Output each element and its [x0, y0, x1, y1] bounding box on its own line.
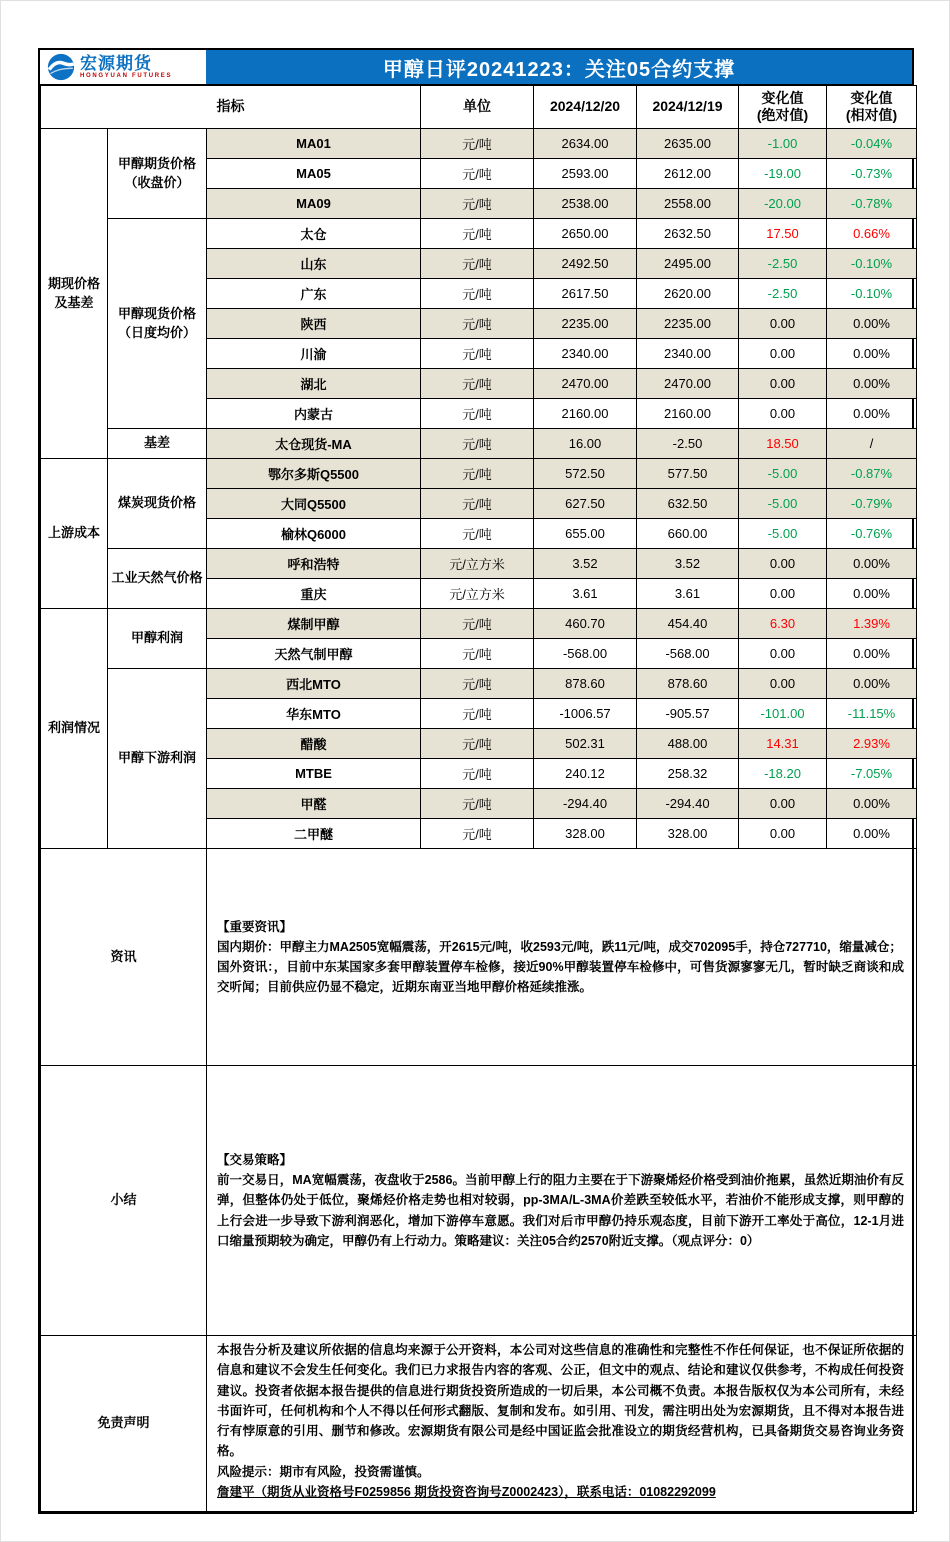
- indicator-table: [40, 85, 917, 1512]
- disclaimer-content: [207, 1336, 917, 1512]
- change-abs-cell: 6.30: [739, 609, 827, 639]
- group-label-downstream-profit: 甲醇下游利润: [108, 669, 207, 849]
- indicator-cell: 华东MTO: [207, 699, 421, 729]
- unit-cell: 元/吨: [421, 369, 534, 399]
- change-rel-cell: 0.00%: [827, 399, 917, 429]
- change-rel-cell: 0.00%: [827, 369, 917, 399]
- value-date2-cell: 2620.00: [637, 279, 739, 309]
- unit-cell: 元/吨: [421, 609, 534, 639]
- value-date1-cell: 2235.00: [534, 309, 637, 339]
- unit-cell: 元/吨: [421, 729, 534, 759]
- unit-cell: 元/吨: [421, 129, 534, 159]
- value-date2-cell: 660.00: [637, 519, 739, 549]
- title-row: [40, 50, 912, 85]
- indicator-cell: MA01: [207, 129, 421, 159]
- disclaimer-label: 免责声明: [41, 1336, 207, 1512]
- table-header-row: [41, 86, 917, 129]
- change-abs-cell: -5.00: [739, 519, 827, 549]
- methanol-daily-report: [38, 48, 914, 1514]
- indicator-cell: 广东: [207, 279, 421, 309]
- value-date2-cell: -2.50: [637, 429, 739, 459]
- change-rel-cell: 0.00%: [827, 579, 917, 609]
- indicator-cell: 西北MTO: [207, 669, 421, 699]
- value-date2-cell: 3.52: [637, 549, 739, 579]
- unit-cell: 元/吨: [421, 789, 534, 819]
- value-date2-cell: 2470.00: [637, 369, 739, 399]
- change-rel-cell: 0.00%: [827, 639, 917, 669]
- summary-heading: 【交易策略】: [217, 1152, 293, 1167]
- header-change-abs: [739, 86, 827, 129]
- value-date2-cell: 2235.00: [637, 309, 739, 339]
- indicator-cell: 陕西: [207, 309, 421, 339]
- change-rel-cell: -0.78%: [827, 189, 917, 219]
- unit-cell: 元/吨: [421, 189, 534, 219]
- change-abs-cell: 18.50: [739, 429, 827, 459]
- change-rel-cell: 0.00%: [827, 339, 917, 369]
- unit-cell: 元/吨: [421, 219, 534, 249]
- change-abs-cell: -2.50: [739, 279, 827, 309]
- info-heading: 【重要资讯】: [217, 919, 293, 934]
- indicator-cell: 甲醛: [207, 789, 421, 819]
- indicator-cell: 二甲醚: [207, 819, 421, 849]
- value-date1-cell: 2650.00: [534, 219, 637, 249]
- group-label-futures-price: 甲醇期货价格 （收盘价）: [108, 129, 207, 219]
- unit-cell: 元/吨: [421, 489, 534, 519]
- change-abs-cell: -19.00: [739, 159, 827, 189]
- section-label-spot-futures: 期现价格 及基差: [41, 129, 108, 459]
- value-date2-cell: 577.50: [637, 459, 739, 489]
- value-date2-cell: 488.00: [637, 729, 739, 759]
- value-date2-cell: 2340.00: [637, 339, 739, 369]
- value-date2-cell: 2632.50: [637, 219, 739, 249]
- summary-section: [41, 1066, 917, 1336]
- indicator-cell: 重庆: [207, 579, 421, 609]
- change-abs-cell: -20.00: [739, 189, 827, 219]
- info-label: 资讯: [41, 849, 207, 1066]
- section-label-upstream-cost: 上游成本: [41, 459, 108, 609]
- indicator-cell: 太仓: [207, 219, 421, 249]
- unit-cell: 元/吨: [421, 279, 534, 309]
- value-date1-cell: 502.31: [534, 729, 637, 759]
- info-paragraph: 国外资讯：，目前中东某国家多套甲醇装置停车检修，接近90%甲醇装置停车检修中，可售货源寥寥无几，暂时缺乏商谈和成交听闻；目前供应仍显不稳定，近期东南亚当地甲醇价格延续推涨。: [217, 960, 904, 995]
- group-label-natural-gas-price: 工业天然气价格: [108, 549, 207, 609]
- change-rel-cell: 0.00%: [827, 819, 917, 849]
- report-title: 甲醇日评20241223：关注05合约支撑: [206, 50, 912, 84]
- change-abs-cell: 0.00: [739, 399, 827, 429]
- change-abs-cell: -101.00: [739, 699, 827, 729]
- table-row: [41, 459, 917, 489]
- value-date2-cell: 878.60: [637, 669, 739, 699]
- value-date2-cell: -905.57: [637, 699, 739, 729]
- value-date1-cell: 2538.00: [534, 189, 637, 219]
- change-rel-cell: -0.10%: [827, 249, 917, 279]
- group-label-coal-price: 煤炭现货价格: [108, 459, 207, 549]
- indicator-cell: 呼和浩特: [207, 549, 421, 579]
- change-rel-cell: -0.87%: [827, 459, 917, 489]
- change-abs-cell: 0.00: [739, 639, 827, 669]
- value-date1-cell: -1006.57: [534, 699, 637, 729]
- indicator-cell: 天然气制甲醇: [207, 639, 421, 669]
- indicator-cell: 榆林Q6000: [207, 519, 421, 549]
- info-content: [207, 849, 917, 1066]
- unit-cell: 元/立方米: [421, 579, 534, 609]
- change-abs-cell: 17.50: [739, 219, 827, 249]
- table-row: [41, 549, 917, 579]
- summary-label: 小结: [41, 1066, 207, 1336]
- disclaimer-analyst-contact: 詹建平（期货从业资格号F0259856 期货投资咨询号Z0002423），联系电话：01082292099: [217, 1484, 716, 1499]
- value-date1-cell: 572.50: [534, 459, 637, 489]
- change-rel-cell: 0.00%: [827, 309, 917, 339]
- hongyuan-logo-icon: [47, 53, 75, 81]
- unit-cell: 元/吨: [421, 519, 534, 549]
- value-date1-cell: 3.52: [534, 549, 637, 579]
- unit-cell: 元/吨: [421, 399, 534, 429]
- info-paragraph: 国内期价：甲醇主力MA2505宽幅震荡，开2615元/吨，收2593元/吨，跌11元/吨，成交702095手，持仓727710，缩量减仓；: [217, 939, 902, 954]
- unit-cell: 元/吨: [421, 639, 534, 669]
- value-date1-cell: 2470.00: [534, 369, 637, 399]
- indicator-cell: MA09: [207, 189, 421, 219]
- group-label-spot-price: 甲醇现货价格 （日度均价）: [108, 219, 207, 429]
- change-rel-cell: 1.39%: [827, 609, 917, 639]
- change-rel-cell: -0.04%: [827, 129, 917, 159]
- value-date2-cell: -294.40: [637, 789, 739, 819]
- value-date2-cell: 2160.00: [637, 399, 739, 429]
- change-rel-cell: -0.79%: [827, 489, 917, 519]
- indicator-cell: MA05: [207, 159, 421, 189]
- value-date1-cell: 460.70: [534, 609, 637, 639]
- change-abs-cell: 0.00: [739, 579, 827, 609]
- change-abs-cell: 0.00: [739, 309, 827, 339]
- value-date2-cell: 454.40: [637, 609, 739, 639]
- unit-cell: 元/吨: [421, 759, 534, 789]
- header-change-rel-line1: 变化值: [850, 89, 893, 106]
- summary-paragraph: 前一交易日，MA宽幅震荡，夜盘收于2586。当前甲醇上行的阻力主要在于下游聚烯烃价格受到油价拖累，虽然近期油价有反弹，但整体仍处于低位，聚烯烃价格走势也相对较弱，pp-3MA/L-3MA价差跌至较低水平，若油价不能形成支撑，则甲醇的上行会进一步导致下游利润恶化，增加下游停车意愿。我们对后市甲醇仍持乐观态度，目前下游开工率处于高位，12-1月进口缩量预期较为确定，甲醇仍有上行动力。策略建议：关注05合约2570附近支撑。（观点评分：0）: [217, 1173, 904, 1248]
- indicator-cell: 醋酸: [207, 729, 421, 759]
- value-date1-cell: 3.61: [534, 579, 637, 609]
- logo: [40, 50, 206, 84]
- value-date2-cell: -568.00: [637, 639, 739, 669]
- change-rel-cell: 2.93%: [827, 729, 917, 759]
- change-abs-cell: 0.00: [739, 669, 827, 699]
- change-abs-cell: -5.00: [739, 459, 827, 489]
- change-rel-cell: -11.15%: [827, 699, 917, 729]
- value-date1-cell: -568.00: [534, 639, 637, 669]
- value-date2-cell: 258.32: [637, 759, 739, 789]
- change-abs-cell: 0.00: [739, 369, 827, 399]
- change-abs-cell: -5.00: [739, 489, 827, 519]
- section-label-profit: 利润情况: [41, 609, 108, 849]
- value-date2-cell: 2495.00: [637, 249, 739, 279]
- value-date2-cell: 2558.00: [637, 189, 739, 219]
- unit-cell: 元/吨: [421, 339, 534, 369]
- change-abs-cell: 14.31: [739, 729, 827, 759]
- value-date1-cell: 2340.00: [534, 339, 637, 369]
- change-abs-cell: 0.00: [739, 819, 827, 849]
- value-date1-cell: 2160.00: [534, 399, 637, 429]
- change-rel-cell: 0.00%: [827, 669, 917, 699]
- change-rel-cell: -0.10%: [827, 279, 917, 309]
- table-row: [41, 219, 917, 249]
- indicator-cell: MTBE: [207, 759, 421, 789]
- value-date1-cell: 878.60: [534, 669, 637, 699]
- unit-cell: 元/吨: [421, 819, 534, 849]
- change-rel-cell: 0.00%: [827, 549, 917, 579]
- indicator-cell: 煤制甲醇: [207, 609, 421, 639]
- indicator-cell: 鄂尔多斯Q5500: [207, 459, 421, 489]
- change-rel-cell: -0.76%: [827, 519, 917, 549]
- change-rel-cell: 0.00%: [827, 789, 917, 819]
- unit-cell: 元/吨: [421, 309, 534, 339]
- group-label-methanol-profit: 甲醇利润: [108, 609, 207, 669]
- value-date1-cell: 2593.00: [534, 159, 637, 189]
- logo-subtitle: HONGYUAN FUTURES: [80, 73, 173, 80]
- value-date2-cell: 328.00: [637, 819, 739, 849]
- indicator-cell: 大同Q5500: [207, 489, 421, 519]
- indicator-cell: 湖北: [207, 369, 421, 399]
- change-rel-cell: -0.73%: [827, 159, 917, 189]
- value-date1-cell: 655.00: [534, 519, 637, 549]
- unit-cell: 元/吨: [421, 249, 534, 279]
- unit-cell: 元/吨: [421, 699, 534, 729]
- indicator-cell: 山东: [207, 249, 421, 279]
- change-abs-cell: -18.20: [739, 759, 827, 789]
- header-date1: 2024/12/20: [534, 86, 637, 129]
- value-date1-cell: 328.00: [534, 819, 637, 849]
- header-change-abs-line2: (绝对值): [756, 107, 809, 123]
- change-abs-cell: -2.50: [739, 249, 827, 279]
- logo-text: [80, 55, 172, 80]
- value-date1-cell: 16.00: [534, 429, 637, 459]
- header-change-rel-line2: (相对值): [845, 107, 898, 123]
- change-rel-cell: /: [827, 429, 917, 459]
- table-row: [41, 669, 917, 699]
- indicator-cell: 内蒙古: [207, 399, 421, 429]
- indicator-cell: 太仓现货-MA: [207, 429, 421, 459]
- change-abs-cell: 0.00: [739, 789, 827, 819]
- header-indicator: 指标: [41, 86, 421, 129]
- group-label-basis: 基差: [108, 429, 207, 459]
- info-section: [41, 849, 917, 1066]
- disclaimer-risk-warning: 风险提示：期市有风险，投资需谨慎。: [217, 1464, 430, 1479]
- disclaimer-paragraph: 本报告分析及建议所依据的信息均来源于公开资料，本公司对这些信息的准确性和完整性不作任何保证，也不保证所依据的信息和建议不会发生任何变化。我们已力求报告内容的客观、公正，但文中的观点、结论和建议仅供参考，不构成任何投资建议。投资者依据本报告提供的信息进行期货投资所造成的一切后果，本公司概不负责。本报告版权仅为本公司所有，未经书面许可，任何机构和个人不得以任何形式翻版、复制和发布。如引用、刊发，需注明出处为宏源期货，且不得对本报告进行有悖原意的引用、删节和修改。宏源期货有限公司是经中国证监会批准设立的期货经营机构，已具备期货交易咨询业务资格。: [217, 1343, 904, 1459]
- value-date1-cell: -294.40: [534, 789, 637, 819]
- unit-cell: 元/立方米: [421, 549, 534, 579]
- change-rel-cell: 0.66%: [827, 219, 917, 249]
- change-abs-cell: 0.00: [739, 339, 827, 369]
- indicator-cell: 川渝: [207, 339, 421, 369]
- unit-cell: 元/吨: [421, 429, 534, 459]
- change-rel-cell: -7.05%: [827, 759, 917, 789]
- value-date1-cell: 2492.50: [534, 249, 637, 279]
- value-date2-cell: 3.61: [637, 579, 739, 609]
- header-change-abs-line1: 变化值: [761, 89, 804, 106]
- unit-cell: 元/吨: [421, 459, 534, 489]
- table-row: [41, 609, 917, 639]
- unit-cell: 元/吨: [421, 159, 534, 189]
- summary-content: [207, 1066, 917, 1336]
- value-date1-cell: 2634.00: [534, 129, 637, 159]
- value-date1-cell: 627.50: [534, 489, 637, 519]
- table-row: [41, 429, 917, 459]
- table-row: [41, 129, 917, 159]
- value-date2-cell: 632.50: [637, 489, 739, 519]
- value-date2-cell: 2612.00: [637, 159, 739, 189]
- header-unit: 单位: [421, 86, 534, 129]
- disclaimer-section: [41, 1336, 917, 1512]
- change-abs-cell: 0.00: [739, 549, 827, 579]
- value-date1-cell: 240.12: [534, 759, 637, 789]
- change-abs-cell: -1.00: [739, 129, 827, 159]
- logo-name: 宏源期货: [80, 53, 152, 73]
- value-date2-cell: 2635.00: [637, 129, 739, 159]
- header-date2: 2024/12/19: [637, 86, 739, 129]
- unit-cell: 元/吨: [421, 669, 534, 699]
- value-date1-cell: 2617.50: [534, 279, 637, 309]
- header-change-rel: [827, 86, 917, 129]
